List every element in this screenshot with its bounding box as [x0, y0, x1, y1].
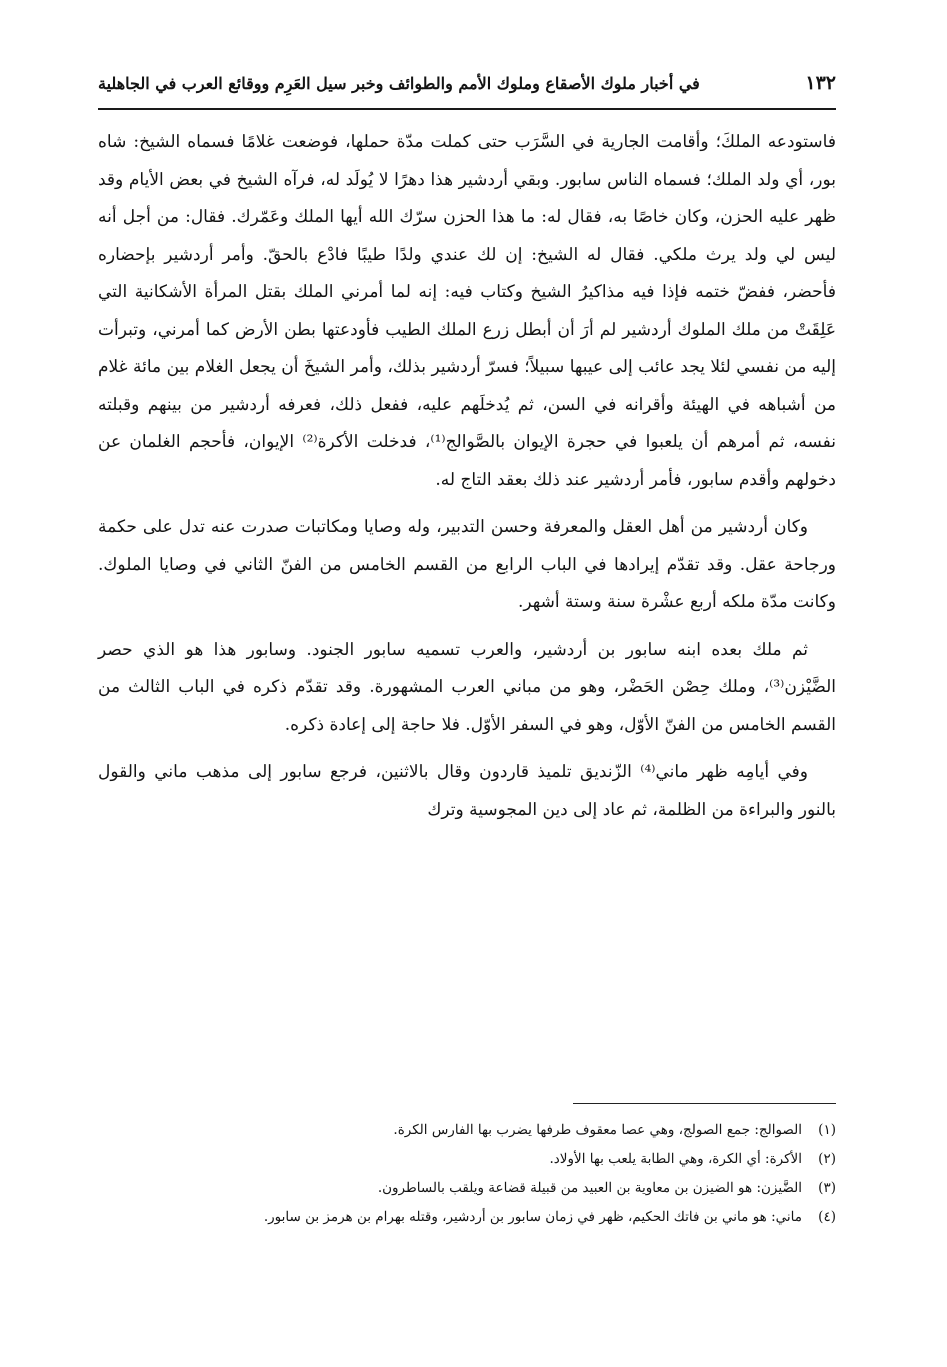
paragraph-3: ثم ملك بعده ابنه سابور بن أردشير، والعرب تسميه سابور الجنود. وسابور هذا هو الذي حصر الضَّيْزن⁽³⁾، وملك حِصْن الحَضْر، وهو من مباني العرب المشهورة. وقد تقدّم ذكره في الباب الثالث من القسم الخامس من الفنّ الأوّل، وهو في السفر الأوّل. فلا حاجة إلى إعادة ذكره.: [98, 639, 836, 735]
main-text: [98, 124, 836, 839]
page-number: ١٣٢: [805, 72, 836, 94]
footnote-text: ماني: هو ماني بن فاتك الحكيم، ظهر في زمان سابور بن أردشير، وقتله بهرام بن هرمز بن سابور.: [263, 1209, 802, 1225]
footnote-text: الأكرة: أي الكرة، وهي الطابة يلعب بها الأولاد.: [549, 1151, 802, 1167]
footnote-4: [98, 1205, 836, 1230]
header-divider: [98, 108, 836, 110]
footnote-3: [98, 1176, 836, 1201]
footnotes: [98, 1118, 836, 1234]
footnote-number: (٤): [818, 1209, 836, 1225]
footnote-number: (٣): [818, 1180, 836, 1196]
footnote-divider: [573, 1103, 836, 1104]
paragraph-2: وكان أردشير من أهل العقل والمعرفة وحسن التدبير، وله وصايا ومكاتبات صدرت عنه تدل على حكمة ورجاحة عقل. وقد تقدّم إيرادها في الباب الرابع من القسم الخامس من الفنّ الثاني في وصايا الملوك. وكانت مدّة ملكه أربع عشْرة سنة وستة أشهر.: [98, 517, 836, 612]
footnote-number: (١): [818, 1122, 836, 1138]
footnote-text: الصوالج: جمع الصولج، وهي عصا معقوف طرفها يضرب بها الفارس الكرة.: [393, 1122, 802, 1138]
running-title: في أخبار ملوك الأصقاع وملوك الأمم والطوائف وخبر سيل العَرِم ووقائع العرب في الجاهلية: [98, 73, 700, 93]
footnote-1: [98, 1118, 836, 1143]
footnote-number: (٢): [818, 1151, 836, 1167]
running-header: [98, 66, 836, 100]
paragraph-1: فاستودعه الملكَ؛ وأقامت الجارية في السَّرَب حتى كملت مدّة حملها، فوضعت غلامًا فسماه الشيخ: شاه بور، أي ولد الملك؛ فسماه الناس سابور. وبقي أردشير هذا دهرًا لا يُولَد له، فرآه الشيخ في بعض الأيام وقد ظهر عليه الحزن، وكان خاصًا به، فقال له: ما هذا الحزن سرّك الله أيها الملك وعَمّرك. فقال: من أجل أنه ليس لي ولد يرث ملكي. فقال له الشيخ: إن لك عندي ولدًا طيبًا فادْع بالحقّ. وأمر أردشير بإحضاره فأحضر، ففضّ ختمه فإذا فيه مذاكيرُ الشيخ وكتاب فيه: إنه لما أمرني الملك بقتل المرأة الأشكانية التي عَلِقَتْ من ملك الملوك أردشير لم أرَ أن أبطل زرع الملك الطيب فأودعتها بطن الأرض كما أمرني، وتبرأت إليه من نفسي لئلا يجد عائب إلى عيبها سبيلاً؛ فسرّ أردشير بذلك، وأمر الشيخَ أن يجعل الغلام بين مائة غلام من أشباهه في الهيئة وأقرانه في السن، ثم يُدخلَهم عليه، ففعل ذلك، فعرفه أردشير من بينهم وقبلته نفسه، ثم أمرهم أن يلعبوا في حجرة الإيوان بالصَّوالج⁽¹⁾، فدخلت الأكرة⁽²⁾ الإيوان، فأحجم الغلمان عن دخولهم وأقدم سابور، فأمر أردشير عند ذلك بعقد التاج له.: [98, 132, 836, 490]
footnote-text: الضَّيزن: هو الضيزن بن معاوية بن العبيد من قبيلة قضاعة ويلقب بالساطرون.: [377, 1180, 802, 1196]
paragraph-4: وفي أيامِه ظهر ماني⁽⁴⁾ الزّنديق تلميذ قاردون وقال بالاثنين، فرجع سابور إلى مذهب ماني والقول بالنور والبراءة من الظلمة، ثم عاد إلى دين المجوسية وترك: [98, 762, 836, 820]
footnote-2: [98, 1147, 836, 1172]
